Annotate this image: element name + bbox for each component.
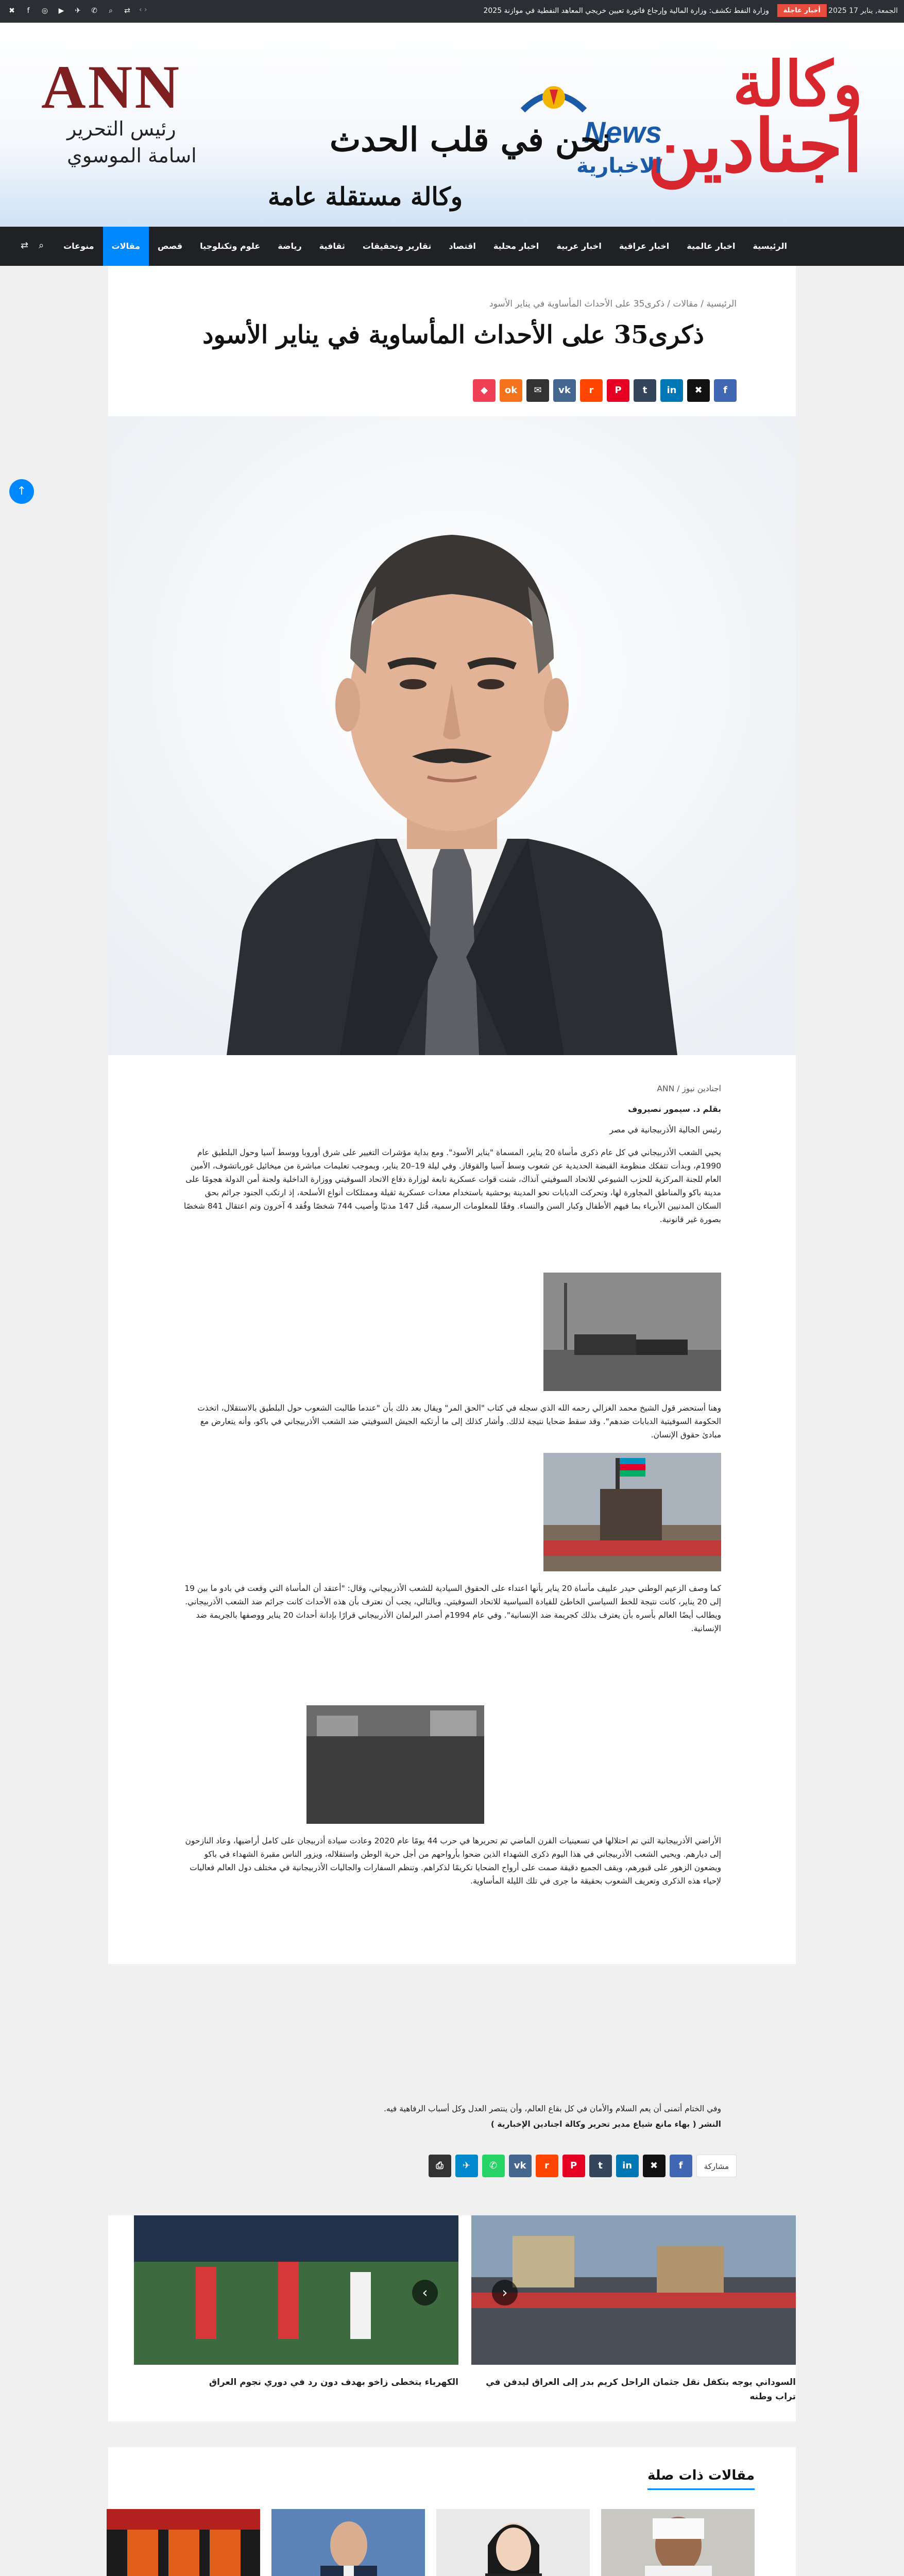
nav-item[interactable]: قصص (157, 241, 183, 251)
nav-item[interactable]: رياضة (278, 241, 302, 251)
article-image-tanks (543, 1273, 721, 1391)
article-image-crowd (306, 1705, 484, 1824)
article-body (108, 1082, 796, 2143)
nav-item[interactable]: منوعات (63, 241, 94, 251)
related-article-image (436, 2509, 590, 2576)
top-social-icons (6, 5, 133, 16)
logo-subtitle: الاخبارية (576, 154, 662, 178)
tumblr-share-button[interactable]: t (589, 2155, 612, 2177)
article-image-memorial (543, 1453, 721, 1571)
related-article[interactable] (601, 2509, 755, 2576)
pinterest-share-button[interactable]: P (562, 2155, 585, 2177)
vk-share-button[interactable]: vk (553, 379, 576, 402)
article-author-role: رئيس الجالية الأذربيجانية في مصر (609, 1125, 721, 1134)
whatsapp-icon[interactable]: ✆ (91, 7, 97, 15)
shuffle-icon[interactable]: ⇄ (124, 7, 130, 15)
telegram-icon[interactable]: ✈ (75, 7, 81, 15)
pinterest-share-button[interactable]: P (607, 379, 629, 402)
tumblr-share-button[interactable]: t (634, 379, 656, 402)
article-closing: وفي الختام أتمنى أن يعم السلام والأمان في كل بقاع العالم، وأن ينتصر العدل وكل أسباب الرفاهية فيه. (384, 2104, 721, 2113)
ann-logo: ANN (41, 53, 181, 121)
current-date: الجمعة, يناير 17 2025 (828, 7, 898, 15)
nav-item[interactable]: تقارير وتحقيقات (362, 241, 432, 251)
more-news-section (108, 2215, 796, 2421)
editor-label: رئيس التحرير (67, 117, 176, 140)
article-paragraph-3: كما وصف الزعيم الوطني حيدر علييف مأساة 20 يناير بأنها اعتداء على الحقوق السيادية للشعب الأذربيجاني، وقال: "أعتقد أن المأساة التي وقعت في بادو ما بين 19 إلى 20 يناير، كانت نتيجة للخط السياسي الخاطئ للقيادة السياسية للاتحاد السوفيتي. وبالتالي، يجب أن نعترف بأن هذه الأحداث كانت جرائم ضد الشعب الأذربيجاني. ويطالب أيضًا العالم بأسره بأن يعترف بذلك كجريمة ضد الإنسانية". وفي عام 1994م أصدر البرلمان الأذربيجاني قرارًا بإدانة أحداث 20 يناير ووصفها بالجريمة ضد الإنسانية. (184, 1584, 721, 1633)
search-icon[interactable]: ⌕ (39, 240, 44, 251)
nav-item[interactable]: ثقافية (319, 241, 345, 251)
x-share-button[interactable]: ✖ (687, 379, 710, 402)
nav-item[interactable]: علوم وتكنلوجيا (200, 241, 261, 251)
logo-news-text: News (584, 116, 662, 149)
nav-item[interactable]: اخبار عربية (556, 241, 602, 251)
nav-menu (55, 227, 796, 266)
news-card-title[interactable]: السوداني يوجه بتكفل نقل جثمان الراحل كريم بدر إلى العراق ليدفن في تراب وطنه (486, 2377, 796, 2402)
news-card-image (134, 2215, 458, 2365)
instagram-icon[interactable]: ◎ (41, 7, 48, 15)
carousel-next-arrow[interactable]: › (412, 2280, 438, 2306)
news-card[interactable] (134, 2215, 458, 2389)
related-article[interactable] (271, 2509, 425, 2576)
related-article-image (107, 2509, 260, 2576)
related-articles-heading: مقالات ذات صلة (647, 2468, 755, 2490)
search-icon[interactable]: ⌕ (109, 7, 113, 15)
facebook-share-button[interactable]: f (670, 2155, 692, 2177)
editor-note: النشر ( بهاء مانع شياع مدير تحرير وكالة اجنادين الإخبارية ) (490, 2120, 721, 2129)
related-article[interactable] (436, 2509, 590, 2576)
breadcrumb[interactable]: الرئيسية / مقالات / ذكرى35 على الأحداث المأساوية في يناير الأسود (489, 299, 737, 309)
reddit-share-button[interactable]: r (536, 2155, 558, 2177)
news-card-image (471, 2215, 796, 2365)
article-source: اجنادين نيوز / ANN (657, 1084, 721, 1093)
news-card-title[interactable]: الكهرباء يتخطى زاخو بهدف دون رد في دوري نجوم العراق (209, 2377, 458, 2387)
facebook-icon[interactable]: f (27, 7, 30, 15)
telegram-share-button[interactable]: ✈ (455, 2155, 478, 2177)
scroll-share-button[interactable]: ↑ (9, 479, 34, 504)
related-articles-section (108, 2447, 796, 2576)
article-author: بقلم د. سيمور نصيروف (628, 1105, 721, 1114)
logo-text-main[interactable]: اجنادين (647, 104, 863, 189)
nav-icons (21, 240, 44, 251)
logo-text-top[interactable]: وكالة (732, 48, 863, 121)
top-bar (0, 0, 904, 23)
facebook-share-button[interactable]: f (714, 379, 737, 402)
print-share-button[interactable]: ⎙ (429, 2155, 451, 2177)
bottom-share-section (108, 2149, 796, 2187)
nav-item[interactable]: مقالات (103, 227, 149, 266)
news-card[interactable] (471, 2215, 796, 2404)
article-paragraph-2: وهنا أستحضر قول الشيخ محمد الغزالي رحمه الله الذي سجله في كتاب "الحق المر" ويقال بعد ذلك بأن "عندما طالبت الشعوب حول البلطيق بالاستقلال، اتخذت الحكومة السوفيتية الدبابات ضدهم". وقد سقط ضحايا نتيجة لذلك. وأشار كذلك إلى ما أرتكبه الجيش السوفيتي ضد الشعب الأذربيجاني في باكو، وأنه يتعارض مع مبادئ حقوق الإنسان. (197, 1403, 721, 1439)
article-paragraph-1: يحيي الشعب الأذربيجاني في كل عام ذكرى مأساة 20 يناير، المسماة "يناير الأسود". ومع بداية مؤشرات التغيير على شرق أوروبا ووسط آسيا وحول البلطيق عام 1990م، وبدأت تتفكك منظومة القبضة الحديدية عن شعوب وسط آسيا والقوقاز. وفي ليلة 19–20 يناير، وبموجب تعليمات مباشرة من ميخائيل غورباتشوف، الأمين العام للجنة المركزية للحزب الشيوعي للاتحاد السوفيتي آنذاك، شنت قوات عسكرية تابعة لوزارة دفاع الاتحاد السوفيتي ووزارة الداخلية ولجنة أمن الدولة هجومًا على مدينة باكو والمناطق المجاورة لها، وتحركت الدبابات نحو المدينة بوحشية باستخدام معدات عسكرية ثقيلة وممتلكات أنواع الأسلحة، إذ ارتكب الجنود جرائم بحق السكان المدنيين الأبرياء بما فيهم الأطفال وكبار السن والنساء. وفقًا للمعلومات الرسمية، قُتل 147 مدنيًا وأصيب 744 شخصًا وفُقد 4 آخرون وتم اعتقال 841 شخصًا بصورة غير قانونية. (183, 1148, 721, 1224)
email-share-button[interactable]: ✉ (526, 379, 549, 402)
site-header (0, 23, 904, 227)
header-slogan-secondary: وكالة مستقلة عامة (268, 182, 463, 211)
ticker-arrows[interactable]: ‹ › (139, 6, 147, 14)
shuffle-icon[interactable]: ⇄ (21, 240, 29, 251)
youtube-icon[interactable]: ▶ (58, 7, 64, 15)
reddit-share-button[interactable]: r (580, 379, 603, 402)
linkedin-share-button[interactable]: in (660, 379, 683, 402)
related-article[interactable] (107, 2509, 260, 2576)
odnoklassniki-share-button[interactable]: ok (500, 379, 522, 402)
breaking-news-label: أخبار عاجلة (777, 4, 827, 17)
nav-item[interactable]: اقتصاد (449, 241, 476, 251)
x-icon[interactable]: ✖ (9, 7, 15, 15)
editor-name: اسامة الموسوي (67, 144, 197, 167)
vk-share-button[interactable]: vk (509, 2155, 532, 2177)
x-share-button[interactable]: ✖ (643, 2155, 666, 2177)
nav-item[interactable]: اخبار عالمية (687, 241, 736, 251)
featured-image (108, 416, 796, 1055)
article-paragraph-4: الأراضي الأذربيجانية التي تم احتلالها في تسعينيات القرن الماضي تم تحريرها في حرب 44 يومًا عام 2020 وعادت سيادة أذربيجان على كامل أراضيها، وعاد النازحون إلى ديارهم. ويحيي الشعب الأذربيجاني في هذا اليوم ذكرى الشهداء الذين ضحوا بأرواحهم من أجل حرية الوطن واستقلاله، ويزور الناس مقبرة الشهداء في باكو ويضعون الزهور على قبورهم، ويقف الجميع دقيقة صمت على أرواح الضحايا تكريمًا لذكراهم. وتنظم السفارات والجاليات الأذربيجانية في مختلف دول العالم فعاليات لإحياء هذه الذكرى وتعريف الشعوب بحقيقة ما جرى في تلك الليلة المأساوية. (185, 1836, 721, 1886)
linkedin-share-button[interactable]: in (616, 2155, 639, 2177)
carousel-prev-arrow[interactable]: ‹ (492, 2280, 518, 2306)
main-navigation (0, 227, 904, 266)
share-label: مشاركة (696, 2155, 737, 2177)
header-slogan: نحن في قلب الحدث (330, 121, 611, 159)
nav-item[interactable]: اخبار عراقية (619, 241, 670, 251)
share-bar-top (473, 379, 737, 402)
pocket-share-button[interactable]: ◆ (473, 379, 496, 402)
related-article-image (601, 2509, 755, 2576)
article-title: ذكرى35 على الأحداث المأساوية في يناير الأسود (202, 320, 704, 349)
nav-item[interactable]: الرئيسية (753, 241, 787, 251)
author-portrait (108, 416, 796, 1055)
whatsapp-share-button[interactable]: ✆ (482, 2155, 505, 2177)
nav-item[interactable]: اخبار محلية (493, 241, 539, 251)
related-article-image (271, 2509, 425, 2576)
share-bar-bottom (429, 2155, 737, 2177)
breaking-news-ticker[interactable]: وزارة النفط تكشف: وزارة المالية وإرجاع فاتورة تعيين خريجي المعاهد النفطية في موازنة 2025 (483, 7, 769, 15)
